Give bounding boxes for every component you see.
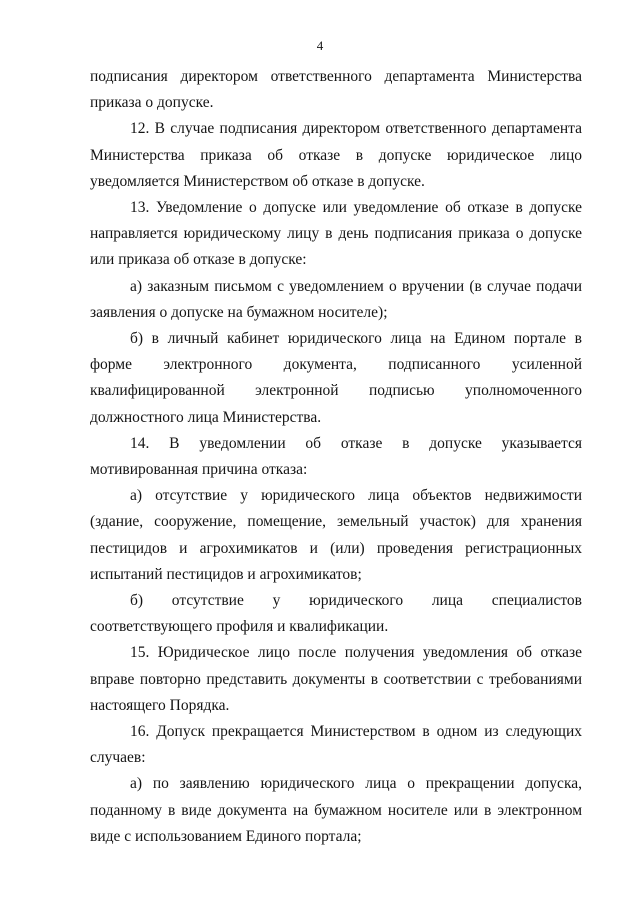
paragraph-13: 13. Уведомление о допуске или уведомление об отказе в допуске направляется юридическому лицу в день подписания приказа о допуске или приказа об отказе в допуске: <box>90 199 582 269</box>
paragraph-13-a: а) заказным письмом с уведомлением о вручении (в случае подачи заявления о допуске на бумажном носителе); <box>90 277 582 321</box>
page-number: 4 <box>316 38 324 53</box>
paragraph-14: 14. В уведомлении об отказе в допуске указывается мотивированная причина отказа: <box>90 434 582 479</box>
paragraph-continuation: подписания директором ответственного департамента Министерства приказа о допуске. <box>90 68 582 112</box>
paragraph-16-a: а) по заявлению юридического лица о прекращении допуска, поданному в виде документа на бумажном носителе или в электронном виде с использованием Единого портала; <box>90 775 582 845</box>
paragraph-13-b: б) в личный кабинет юридического лица на Едином портале в форме электронного документа, подписанного усиленной квалифицированной электронной подписью уполномоченного должностного лица Министерства. <box>90 330 582 426</box>
paragraph-16: 16. Допуск прекращается Министерством в одном из следующих случаев: <box>90 723 582 767</box>
paragraph-14-b: б) отсутствие у юридического лица специалистов соответствующего профиля и квалификации. <box>90 592 582 636</box>
paragraph-15: 15. Юридическое лицо после получения уведомления об отказе вправе повторно представить документы в соответствии с требованиями настоящего Порядка. <box>90 644 582 714</box>
paragraph-14-a: а) отсутствие у юридического лица объектов недвижимости (здание, сооружение, помещение, земельный участок) для хранения пестицидов и агрохимикатов и (или) проведения регистрационных испытаний пестицидов и агрохимикатов; <box>90 487 582 583</box>
document-body <box>90 64 582 850</box>
paragraph-12: 12. В случае подписания директором ответственного департамента Министерства приказа об отказе в допуске юридическое лицо уведомляется Министерством об отказе в допуске. <box>90 120 582 190</box>
